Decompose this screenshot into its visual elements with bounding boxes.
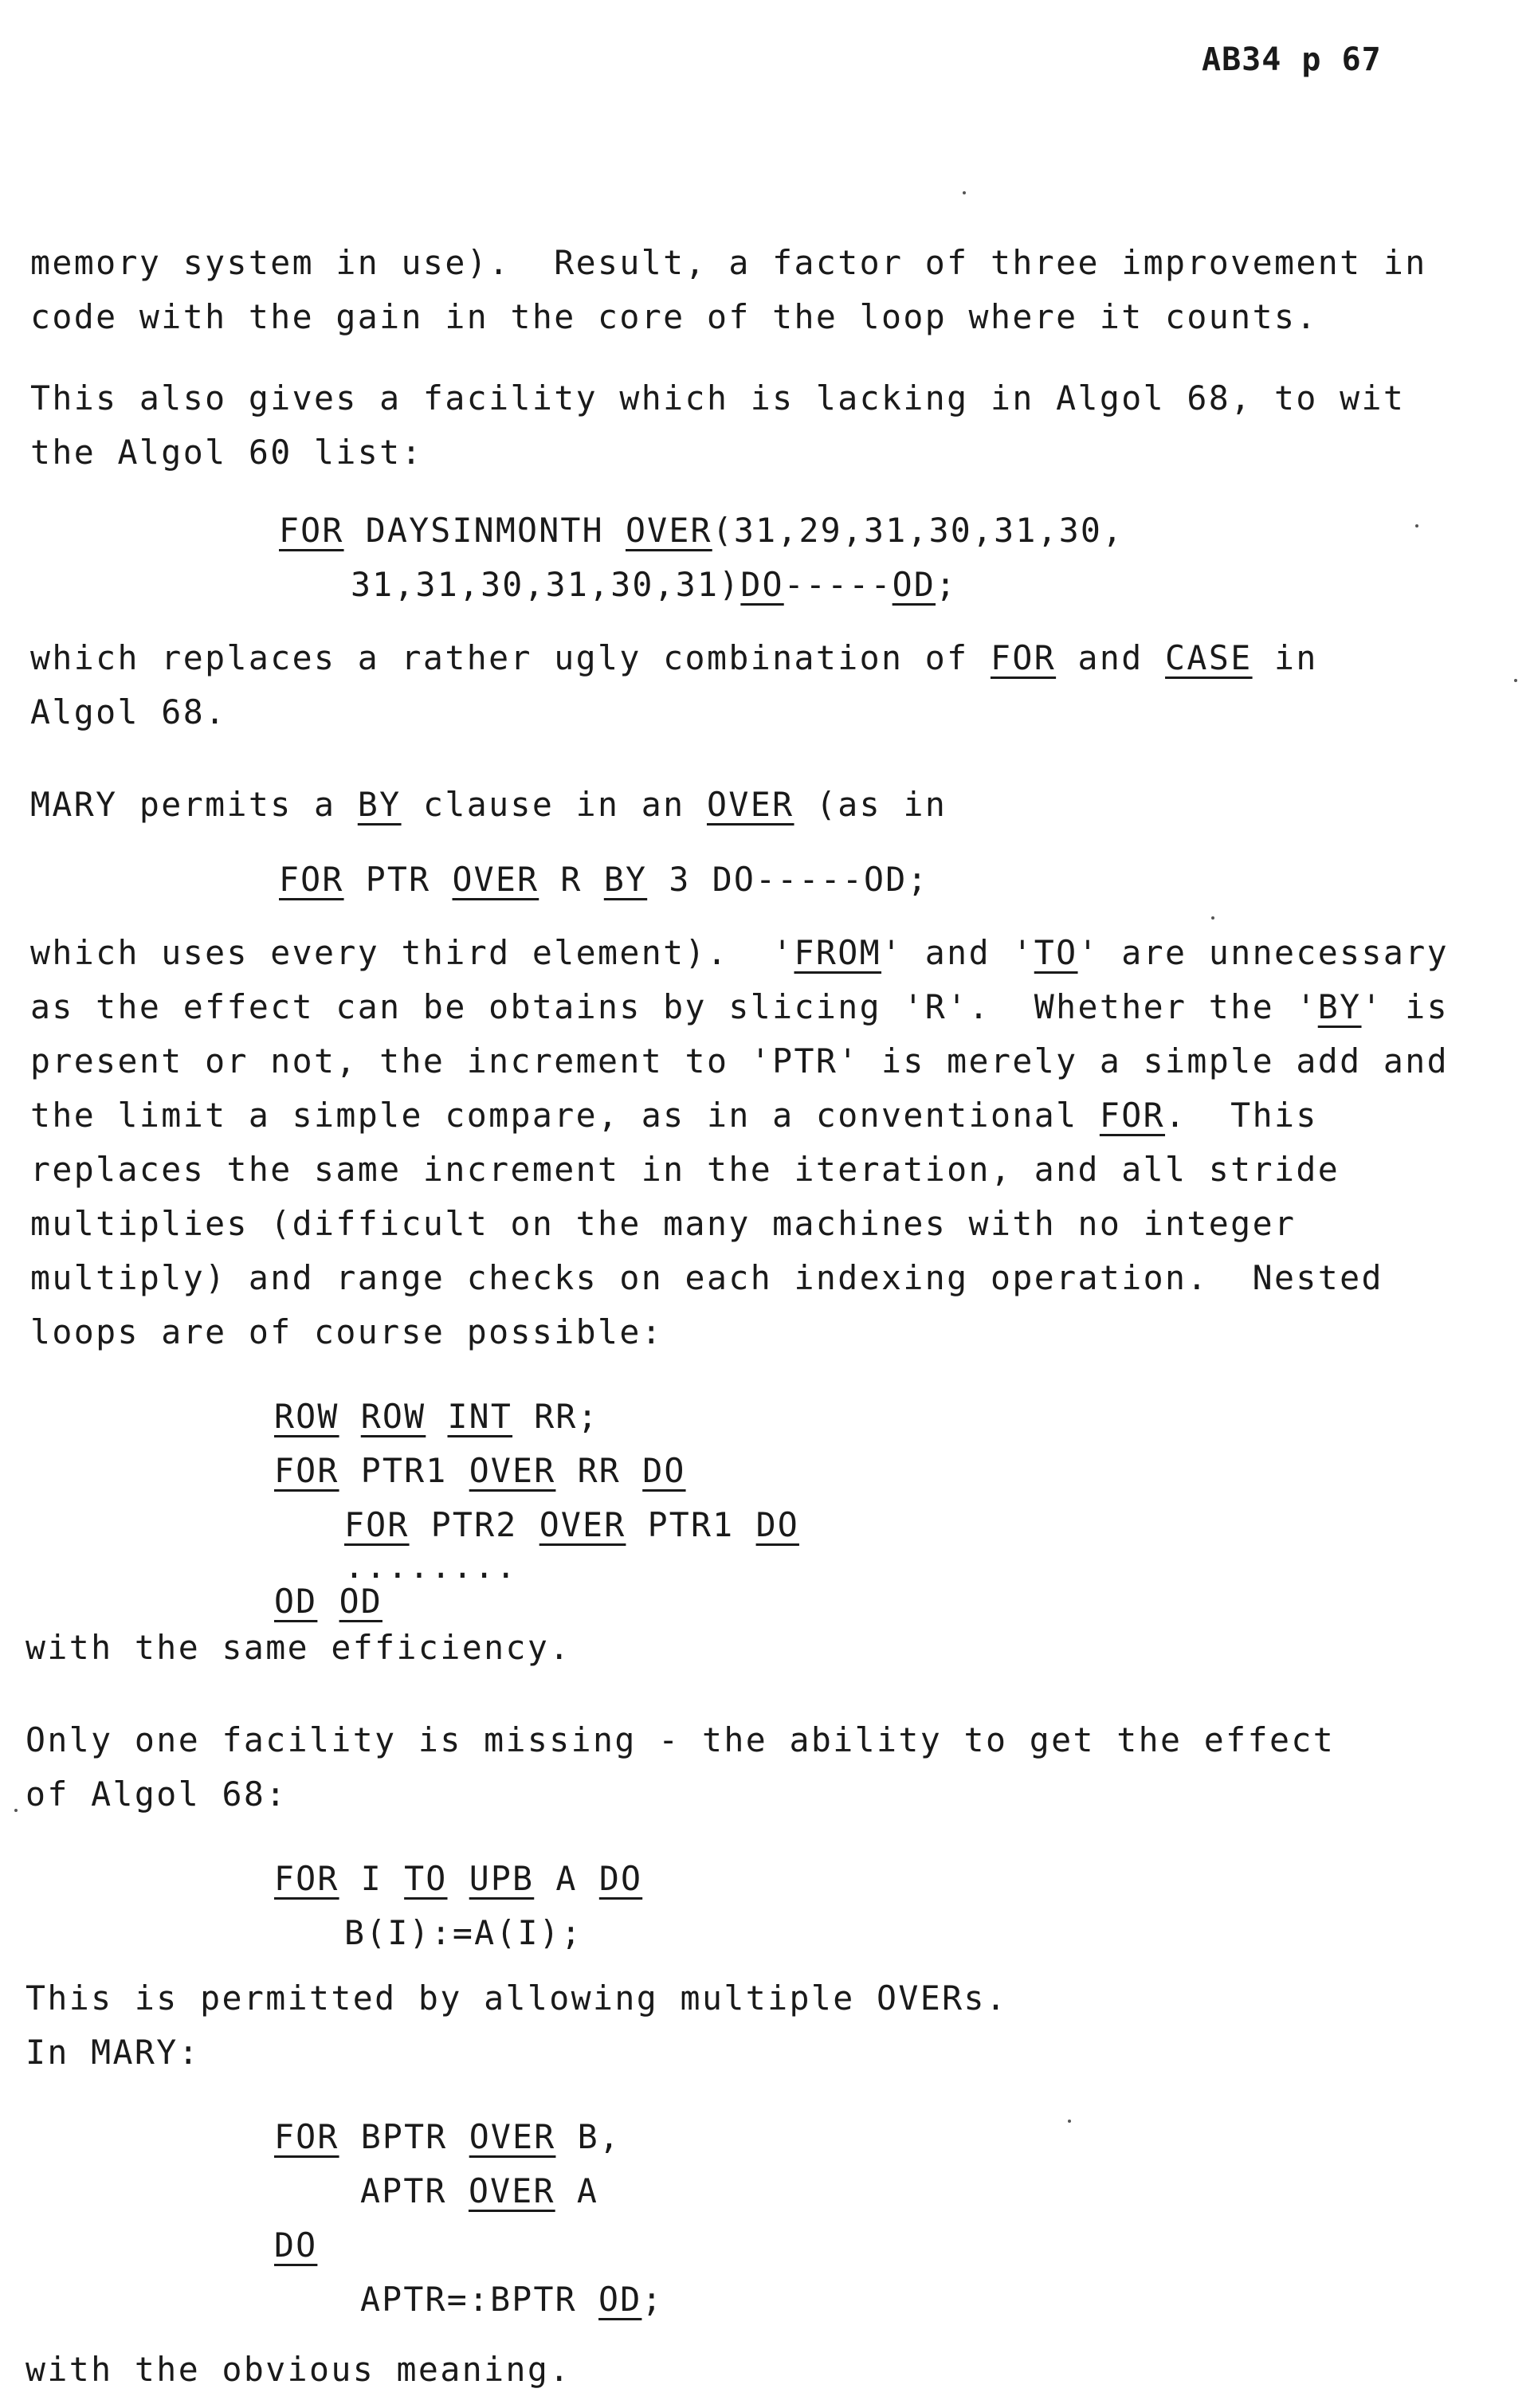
- text-fragment: which replaces a rather ugly combination of: [30, 638, 991, 677]
- text-line: present or not, the increment to 'PTR' is merely a simple add and: [30, 1041, 1450, 1080]
- paragraph-algol-list: [30, 371, 1512, 480]
- text-line: the Algol 60 list:: [30, 433, 423, 472]
- paragraph-missing-facility: [26, 1713, 1508, 1822]
- code-example-daysinmonth-cont: [351, 558, 957, 612]
- paragraph-ugly-combination: [30, 631, 1512, 739]
- code-example-algol68: [274, 1852, 642, 1906]
- keyword-by: BY: [357, 785, 402, 824]
- keyword-over: OVER: [452, 860, 539, 899]
- text-fragment: and: [1056, 638, 1166, 677]
- code-text: PTR: [343, 860, 453, 899]
- text-line: Algol 68.: [30, 692, 227, 731]
- text-line: multiplies (difficult on the many machines with no integer: [30, 1204, 1297, 1243]
- scan-speck: [14, 1809, 18, 1812]
- keyword-over: OVER: [706, 785, 794, 824]
- keyword-by: BY: [1317, 987, 1362, 1026]
- keyword-case: CASE: [1165, 638, 1253, 677]
- text-fragment: the limit a simple compare, as in a conventional: [30, 1096, 1100, 1135]
- keyword-int: INT: [447, 1397, 513, 1436]
- scan-speck: [1068, 2120, 1071, 2123]
- scan-speck: [963, 191, 966, 194]
- code-text: I: [339, 1859, 405, 1898]
- text-line: with the same efficiency.: [26, 1628, 571, 1667]
- code-example-mary-multi: [274, 2110, 621, 2164]
- keyword-from: FROM: [794, 933, 882, 972]
- code-text: (31,29,31,30,31,30,: [712, 511, 1124, 550]
- keyword-do: DO: [755, 1505, 799, 1544]
- code-example-mary-do: [274, 2218, 317, 2273]
- text-line: This also gives a facility which is lacking in Algol 68, to wit: [30, 378, 1406, 418]
- keyword-do: DO: [740, 565, 784, 604]
- text-line: loops are of course possible:: [30, 1312, 664, 1351]
- text-line: memory system in use). Result, a factor of three improvement in: [30, 243, 1427, 282]
- code-example-by: [279, 853, 929, 907]
- code-text: BPTR: [339, 2117, 469, 2156]
- code-text: PTR2: [409, 1505, 539, 1544]
- text-fragment: ' and ': [881, 933, 1034, 972]
- keyword-for: FOR: [279, 860, 344, 899]
- code-text: PTR1: [626, 1505, 756, 1544]
- text-line: In MARY:: [26, 2033, 201, 2072]
- text-line: This is permitted by allowing multiple OVERs.: [26, 1979, 1008, 2018]
- code-example-algol68-body: B(I):=A(I);: [344, 1913, 583, 1952]
- keyword-for: FOR: [344, 1505, 410, 1544]
- text-fragment: (as in: [794, 785, 947, 824]
- text-fragment: as the effect can be obtains by slicing 'R'. Whether the ': [30, 987, 1318, 1026]
- keyword-do: DO: [642, 1451, 686, 1490]
- keyword-over: OVER: [539, 1505, 626, 1544]
- text-fragment: . This: [1165, 1096, 1318, 1135]
- code-text: RR;: [512, 1397, 599, 1436]
- keyword-od: OD: [892, 565, 936, 604]
- paragraph-by-clause: [30, 778, 1512, 832]
- text-fragment: ' are unnecessary: [1077, 933, 1450, 972]
- keyword-row: ROW: [274, 1397, 339, 1436]
- keyword-for: FOR: [274, 1451, 339, 1490]
- code-text: ;: [936, 565, 958, 604]
- keyword-over: OVER: [468, 2171, 555, 2210]
- keyword-od: OD: [339, 1582, 383, 1621]
- code-text: B,: [555, 2117, 621, 2156]
- code-text: -----: [783, 565, 893, 604]
- code-example-nested-outer: [274, 1444, 686, 1498]
- text-fragment: ' is: [1361, 987, 1450, 1026]
- keyword-for: FOR: [1099, 1096, 1166, 1135]
- text-line: with the obvious meaning.: [26, 2350, 571, 2389]
- paragraph-memory-system: [30, 236, 1512, 344]
- text-fragment: clause in an: [401, 785, 707, 824]
- code-example-mary-multi-2: [360, 2164, 598, 2218]
- keyword-do: DO: [274, 2226, 318, 2265]
- text-line: of Algol 68:: [26, 1775, 288, 1814]
- text-line: multiply) and range checks on each indexing operation. Nested: [30, 1258, 1383, 1297]
- keyword-for: FOR: [279, 511, 344, 550]
- code-text: ;: [641, 2280, 664, 2319]
- keyword-do: DO: [598, 1859, 643, 1898]
- text-line: Only one facility is missing - the ability to get the effect: [26, 1720, 1336, 1759]
- code-text: RR: [555, 1451, 643, 1490]
- text-fragment: in: [1252, 638, 1318, 677]
- text-line: code with the gain in the core of the loop where it counts.: [30, 297, 1318, 336]
- paragraph-multiple-overs: [26, 1971, 1508, 2080]
- scan-speck: [1415, 524, 1418, 527]
- paragraph-obvious-meaning: [26, 2343, 1508, 2397]
- text-fragment: which uses every third element). ': [30, 933, 794, 972]
- code-text: R: [539, 860, 604, 899]
- paragraph-same-efficiency: [26, 1621, 1508, 1675]
- code-ellipsis: ........: [344, 1547, 518, 1586]
- code-example-mary-body: [360, 2273, 664, 2327]
- text-fragment: MARY permits a: [30, 785, 358, 824]
- text-line: replaces the same increment in the iteration, and all stride: [30, 1150, 1340, 1189]
- keyword-row: ROW: [360, 1397, 426, 1436]
- code-text: 3 DO-----OD;: [647, 860, 929, 899]
- keyword-over: OVER: [469, 2117, 556, 2156]
- keyword-over: OVER: [469, 1451, 556, 1490]
- keyword-for: FOR: [990, 638, 1057, 677]
- code-text: APTR=:BPTR: [360, 2280, 599, 2319]
- code-text: PTR1: [339, 1451, 469, 1490]
- keyword-to: TO: [1034, 933, 1078, 972]
- code-text: A: [555, 2171, 599, 2210]
- keyword-by: BY: [603, 860, 648, 899]
- code-example-nested-decl: [274, 1390, 599, 1444]
- keyword-for: FOR: [274, 2117, 339, 2156]
- page-reference: AB34 p 67: [1202, 41, 1382, 78]
- code-example-daysinmonth: [279, 504, 1124, 558]
- scan-speck: [1211, 916, 1214, 920]
- keyword-over: OVER: [625, 511, 712, 550]
- keyword-od: OD: [274, 1582, 318, 1621]
- code-text: DAYSINMONTH: [343, 511, 626, 550]
- code-text: 31,31,30,31,30,31): [351, 565, 741, 604]
- keyword-upb: UPB: [469, 1859, 535, 1898]
- paragraph-every-third-element: [30, 926, 1512, 1359]
- code-text: A: [534, 1859, 599, 1898]
- scan-speck: [1514, 679, 1517, 682]
- keyword-od: OD: [598, 2280, 642, 2319]
- keyword-for: FOR: [274, 1859, 339, 1898]
- code-text: APTR: [360, 2171, 469, 2210]
- keyword-to: TO: [404, 1859, 448, 1898]
